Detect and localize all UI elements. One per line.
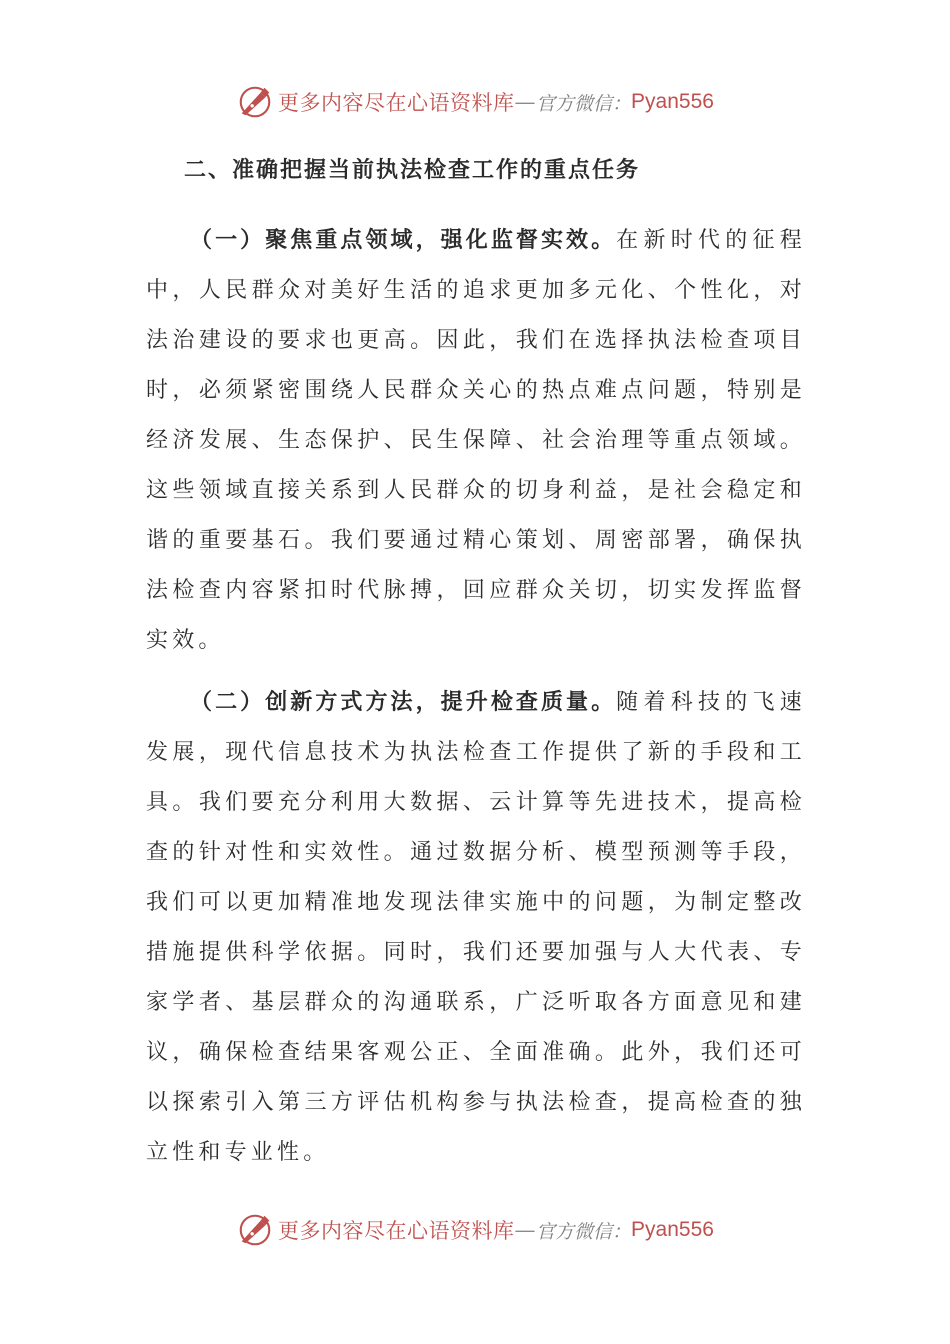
document-body (146, 150, 806, 1190)
banner-text: 更多内容尽在心语资料库 (278, 91, 515, 115)
paragraph-2-body: 随着科技的飞速发展，现代信息技术为执法检查工作提供了新的手段和工具。我们要充分利用大数据、云计算等先进技术，提高检查的针对性和实效性。通过数据分析、模型预测等手段，我们可以更加精准地发现法律实施中的问题，为制定整改措施提供科学依据。同时，我们还要加强与人大代表、专家学者、基层群众的沟通联系，广泛听取各方面意见和建议，确保检查结果客观公正、全面准确。此外，我们还可以探索引入第三方评估机构参与执法检查，提高检查的独立性和专业性。 (146, 690, 806, 1165)
header-banner (0, 82, 950, 122)
footer-banner (0, 1210, 950, 1250)
paragraph-1-body: 在新时代的征程中，人民群众对美好生活的追求更加多元化、个性化，对法治建设的要求也更高。因此，我们在选择执法检查项目时，必须紧密围绕人民群众关心的热点难点问题，特别是经济发展、生态保护、民生保障、社会治理等重点领域。这些领域直接关系到人民群众的切身利益，是社会稳定和谐的重要基石。我们要通过精心策划、周密部署，确保执法检查内容紧扣时代脉搏，回应群众关切，切实发挥监督实效。 (146, 228, 806, 653)
pen-nib-logo-icon (236, 1211, 274, 1249)
banner-dash: — (514, 1218, 537, 1242)
banner-wechat-id: Pyan556 (631, 1218, 714, 1241)
paragraph-1-lead: （一）聚焦重点领域，强化监督实效。 (190, 228, 617, 253)
banner-text: 更多内容尽在心语资料库 (278, 1219, 515, 1243)
pen-nib-logo-icon (236, 83, 274, 121)
paragraph-2 (146, 678, 806, 1178)
banner-wechat-label: 官方微信： (536, 92, 632, 115)
banner-wechat-id: Pyan556 (631, 90, 714, 113)
paragraph-2-lead: （二）创新方式方法，提升检查质量。 (190, 690, 617, 715)
banner-wechat-label: 官方微信： (536, 1220, 632, 1243)
section-heading: 二、准确把握当前执法检查工作的重点任务 (184, 158, 641, 183)
paragraph-1 (146, 216, 806, 666)
banner-dash: — (514, 90, 537, 114)
